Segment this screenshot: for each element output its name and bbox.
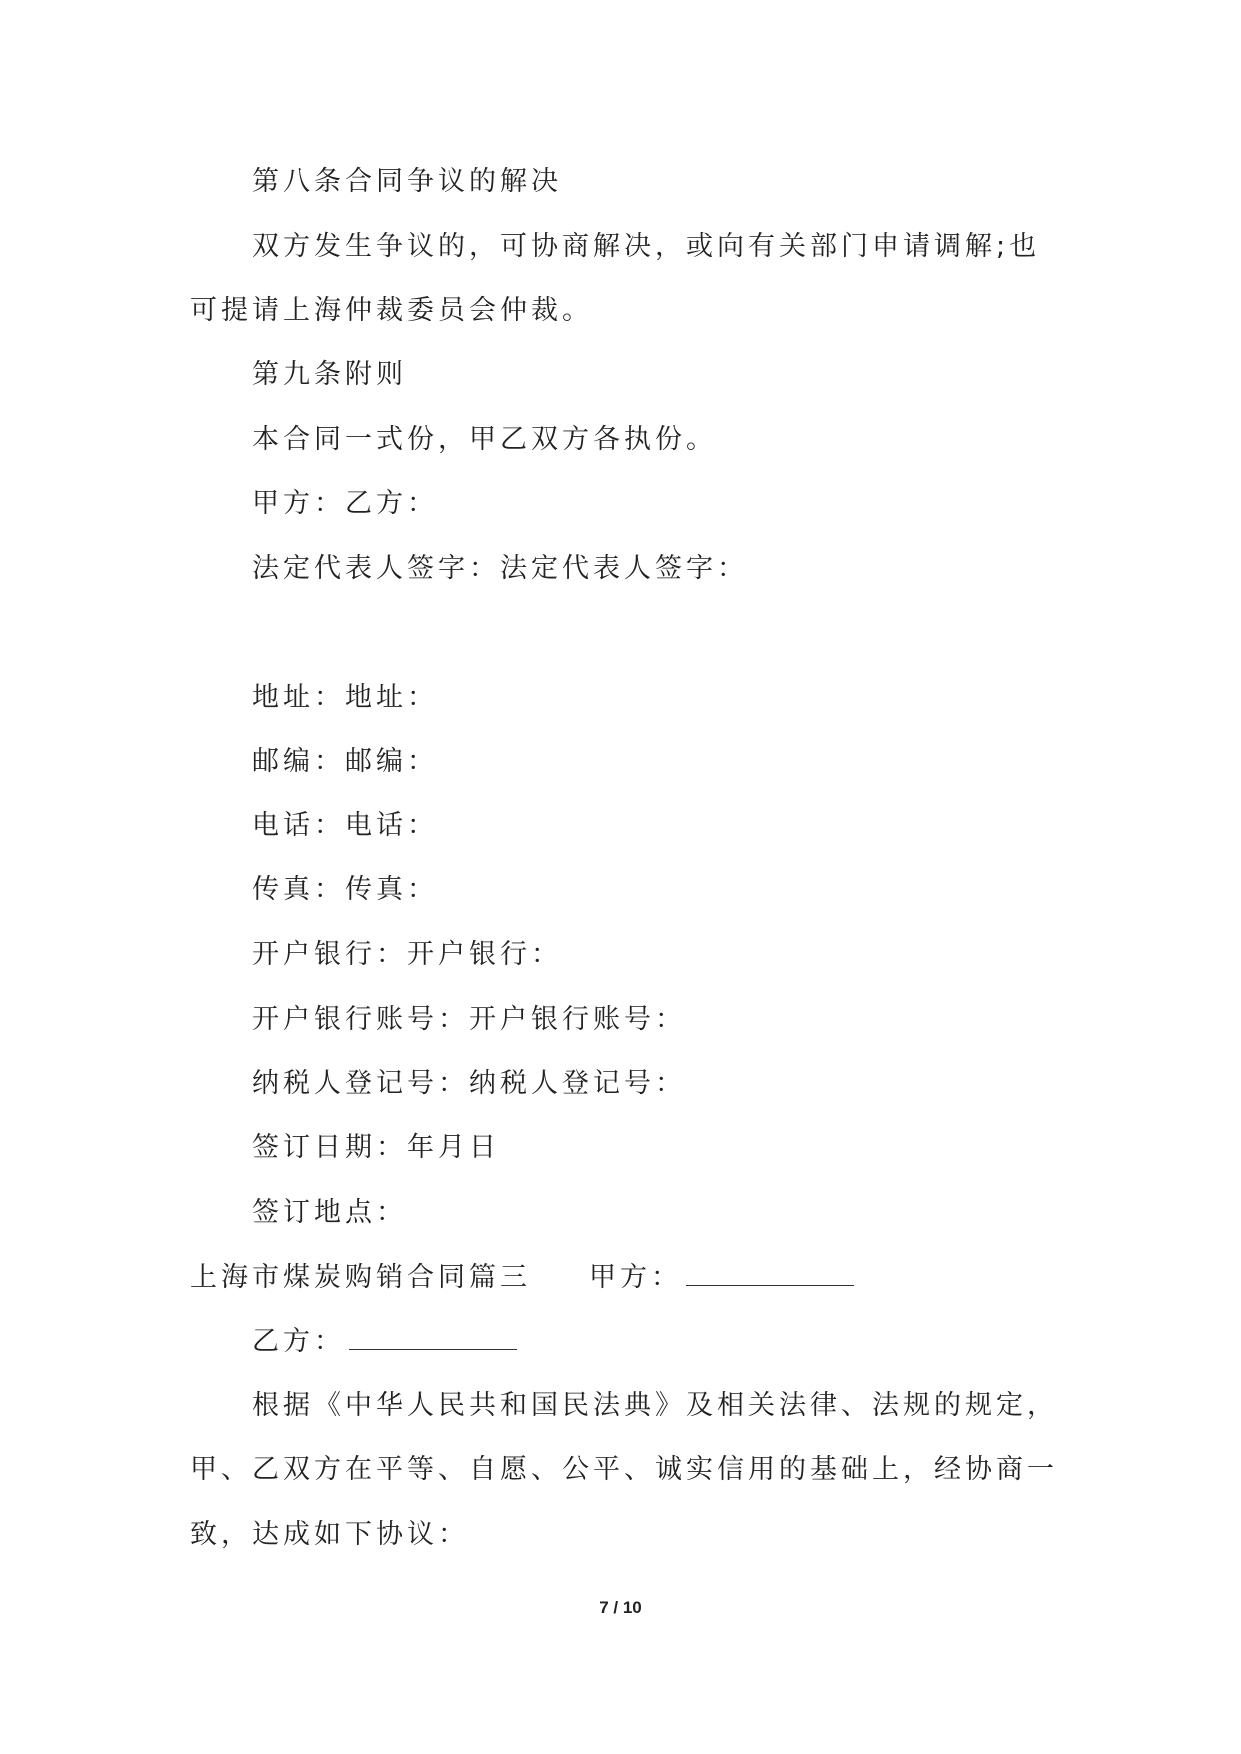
address-line: 地址：地址： — [252, 682, 438, 713]
preamble-line-1: 根据《中华人民共和国民法典》及相关法律、法规的规定， — [252, 1390, 1058, 1421]
preamble-line-3: 致，达成如下协议： — [190, 1519, 469, 1550]
phone-line: 电话：电话： — [252, 810, 438, 841]
signing-place-line: 签订地点： — [252, 1197, 407, 1228]
page-number: 7 / 10 — [599, 1598, 642, 1617]
signing-date-line: 签订日期：年月日 — [252, 1132, 500, 1163]
bank-account-line: 开户银行账号：开户银行账号： — [252, 1004, 686, 1035]
parties-line: 甲方：乙方： — [252, 488, 438, 519]
article-8-text-line-2: 可提请上海仲裁委员会仲裁。 — [190, 295, 593, 326]
party-b-blank — [349, 1323, 517, 1350]
fax-line: 传真：传真： — [252, 874, 438, 905]
article-9-heading: 第九条附则 — [252, 359, 407, 390]
party-b-label: 乙方： — [252, 1326, 345, 1357]
party-a-blank — [686, 1259, 854, 1286]
bank-line: 开户银行：开户银行： — [252, 939, 562, 970]
copies-clause: 本合同一式份，甲乙双方各执份。 — [252, 424, 717, 455]
article-8-text-line-1: 双方发生争议的，可协商解决，或向有关部门申请调解;也 — [252, 231, 1041, 262]
taxpayer-id-line: 纳税人登记号：纳税人登记号： — [252, 1068, 686, 1099]
section-three-heading-line — [190, 1259, 854, 1296]
preamble-line-2: 甲、乙双方在平等、自愿、公平、诚实信用的基础上，经协商一 — [190, 1454, 1058, 1485]
article-8-heading: 第八条合同争议的解决 — [252, 166, 562, 197]
party-a-label: 甲方： — [589, 1262, 682, 1293]
postcode-line: 邮编：邮编： — [252, 746, 438, 777]
party-b-line — [252, 1323, 517, 1360]
legal-rep-signature-line: 法定代表人签字：法定代表人签字： — [252, 553, 748, 584]
section-three-title: 上海市煤炭购销合同篇三 — [190, 1262, 531, 1293]
